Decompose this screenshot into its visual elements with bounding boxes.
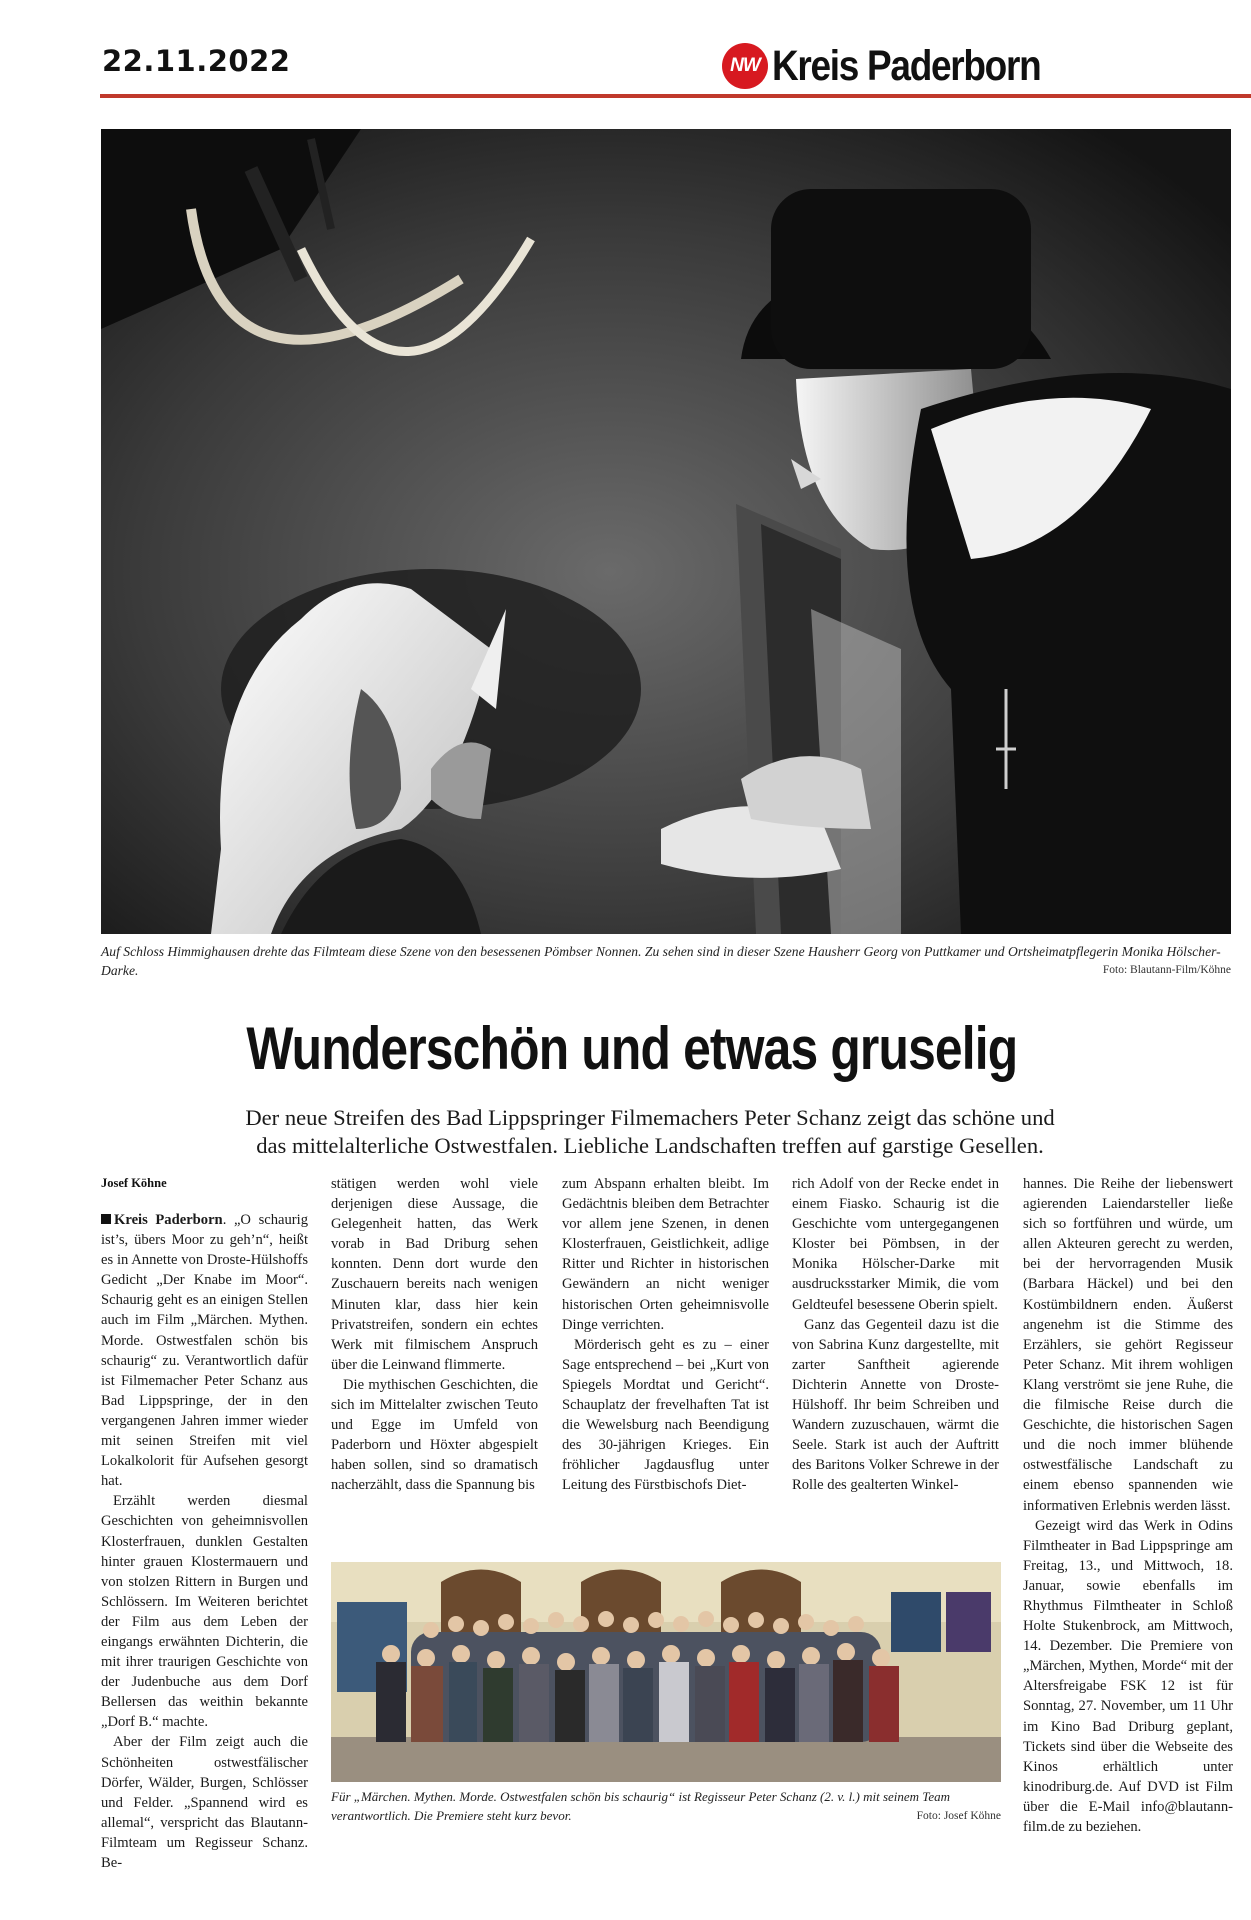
article-dateline: Kreis Paderborn: [114, 1212, 223, 1228]
main-photo-caption-text: Auf Schloss Himmighausen drehte das Filmteam diese Szene von den besessenen Pömbser Nonnen. Zu sehen sind in dieser Szene Hausherr Georg von Puttkamer und Ortsheimatpflegerin Monika Hölscher-Darke.: [101, 944, 1221, 978]
main-photo-caption: [101, 942, 1231, 980]
newspaper-logo: NW: [722, 43, 768, 89]
article-paragraph: Die mythischen Geschichten, die sich im Mittelalter zwischen Teuto und Egge im Umfeld von Paderborn und Höxter abgespielt haben sollen, sind so dramatisch nacherzählt, dass die Spannung bis: [331, 1376, 538, 1494]
article-paragraph: rich Adolf von der Recke endet in einem Fiasko. Schaurig ist die Geschichte vom untergegangenen Kloster bei Pömbsen, in der Monika Hölscher-Darke mit ausdrucksstarker Mimik, die vom Geldteufel besessene Oberin spielt.: [792, 1176, 999, 1313]
article-lead-text: . „O schaurig ist’s, übers Moor zu geh’n“, heißt es in Annette von Droste-Hülshoffs Gedicht „Der Knabe im Moor“. Schaurig geht es an einigen Stellen auch im Film „Märchen. Mythen. Morde. Ostwestfalen schön bis schaurig“ zu. Verantwortlich dafür ist Filmemacher Peter Schanz aus Bad Lippspringe, der in den vergangenen Jahren immer wieder mit seinen Streifen mit viel Lokalkolorit für Aufsehen gesorgt hat.: [101, 1212, 309, 1490]
bullet-square-icon: [101, 1214, 111, 1224]
main-photo-credit: Foto: Blautann-Film/Köhne: [1102, 964, 1231, 976]
article-paragraph: Aber der Film zeigt auch die Schönheiten ostwestfälischer Dörfer, Wälder, Burgen, Schlösser und Felder. „Spannend wird es allemal“, verspricht das Blautann-Filmteam um Regisseur Schanz. Be-: [101, 1734, 308, 1871]
subheadline-line-1: Der neue Streifen des Bad Lippspringer Filmemachers Peter Schanz zeigt das schöne und: [245, 1105, 1055, 1130]
article-author: Josef Köhne: [101, 1176, 167, 1190]
publication-name: Kreis Paderborn: [772, 41, 1041, 90]
article-headline: Wunderschön und etwas gruselig: [246, 1015, 1018, 1082]
group-photo: [331, 1562, 1001, 1782]
publication-brand: [722, 40, 1084, 92]
article-column-4: [792, 1174, 999, 1496]
article-paragraph: Erzählt werden diesmal Geschichten von geheimnisvollen Klosterfrauen, dunklen Gestalten hinter grauen Klostermauern und von stolzen Rittern in Burgen und Schlössern. Im Weiteren berichtet der Film aus dem Leben der eingangs erwähnten Dichterin, die mit ihrer traurigen Geschichte von der Judenbuche aus dem Dorf Bellersen das weithin bekannte „Dorf B.“ machte.: [101, 1493, 308, 1731]
issue-date: 22.11.2022: [102, 44, 291, 78]
group-photo-caption: [331, 1788, 1001, 1825]
article-paragraph: Ganz das Gegenteil dazu ist die von Sabrina Kunz dargestellte, mit zarter Sanftheit agierende Dichterin Annette von Droste-Hülshoff. Ihr beim Schreiben und Wandern zuzuschauen, wärmt die Seele. Stark ist auch der Auftritt des Baritons Volker Schrewe in der Rolle des gealterten Winkel-: [792, 1316, 999, 1494]
article-paragraph: Mörderisch geht es zu – einer Sage entsprechend – bei „Kurt von Spiegels Mordtat und Gericht“. Schauplatz der frevelhaften Tat ist die Wewelsburg nach Beendigung des 30-jährigen Krieges. Ein fröhlicher Jagdausflug unter Leitung des Fürstbischofs Diet-: [562, 1336, 769, 1494]
article-subheadline: [150, 1104, 1150, 1160]
article-column-1: [101, 1210, 308, 1873]
article-column-3: [562, 1174, 769, 1496]
article-column-5: [1023, 1174, 1233, 1837]
article-paragraph: hannes. Die Reihe der liebenswert agierenden Laiendarsteller ließe sich so fortführen und würde, um allen Akteuren gerecht zu werden, bei der hervorragenden Musik (Barbara Häckel) und bei den Kostümbildnern enden. Äußerst angenehm ist die Stimme des Erzählers, sie gehört Regisseur Peter Schanz. Mit ihrem wohligen Klang verströmt sie jene Ruhe, die die filmische Reise durch die Geschichte, die historischen Sagen und die noch immer blühende ostwestfälische Landschaft zu einem ebenso spannenden wie informativen Erlebnis werden lässt.: [1023, 1176, 1233, 1514]
article-paragraph: stätigen werden wohl viele derjenigen diese Aussage, die Gelegenheit hatten, das Werk vorab in Bad Driburg sehen konnten. Denn dort wurde den Zuschauern bereits nach wenigen Minuten klar, dass hier kein Privatstreifen, sondern ein echtes Werk mit filmischem Anspruch über die Leinwand flimmerte.: [331, 1176, 538, 1373]
group-photo-image: [331, 1562, 1001, 1782]
header-rule: [100, 94, 1251, 98]
article-paragraph: Gezeigt wird das Werk in Odins Filmtheater in Bad Lippspringe am Freitag, 13., und Mittwoch, 18. Januar, sowie ebenfalls im Rhythmus Filmtheater in Schloß Holte Stukenbrock, am Mittwoch, 14. Dezember. Die Premiere von „Märchen, Mythen, Morde“ mit der Altersfreigabe FSK 12 ist für Sonntag, 27. November, um 11 Uhr im Kino Bad Driburg geplant, Tickets sind über die Webseite des Kinos erhältlich unter kinodriburg.de. Auf DVD ist Film über die E-Mail info@blautann-film.de zu beziehen.: [1023, 1517, 1233, 1835]
article-paragraph: zum Abspann erhalten bleibt. Im Gedächtnis bleiben dem Betrachter vor allem jene Szenen, in denen Klosterfrauen, Geistlichkeit, adlige Ritter und Richter in historischen Gewändern an nicht weniger historischen Orten geheimnisvolle Dinge verrichten.: [562, 1176, 769, 1333]
subheadline-line-2: das mittelalterliche Ostwestfalen. Liebliche Landschaften treffen auf garstige Gesellen.: [256, 1133, 1044, 1158]
main-photo-image: [101, 129, 1231, 934]
main-photo: [101, 129, 1231, 934]
group-photo-caption-text: Für „Märchen. Mythen. Morde. Ostwestfalen schön bis schaurig“ ist Regisseur Peter Schanz (2. v. l.) mit seinem Team verantwortlich. Die Premiere steht kurz bevor.: [331, 1789, 950, 1823]
article-paragraph: [101, 1210, 308, 1491]
group-photo-credit: Foto: Josef Köhne: [916, 1809, 1001, 1822]
article-column-2: [331, 1174, 538, 1496]
